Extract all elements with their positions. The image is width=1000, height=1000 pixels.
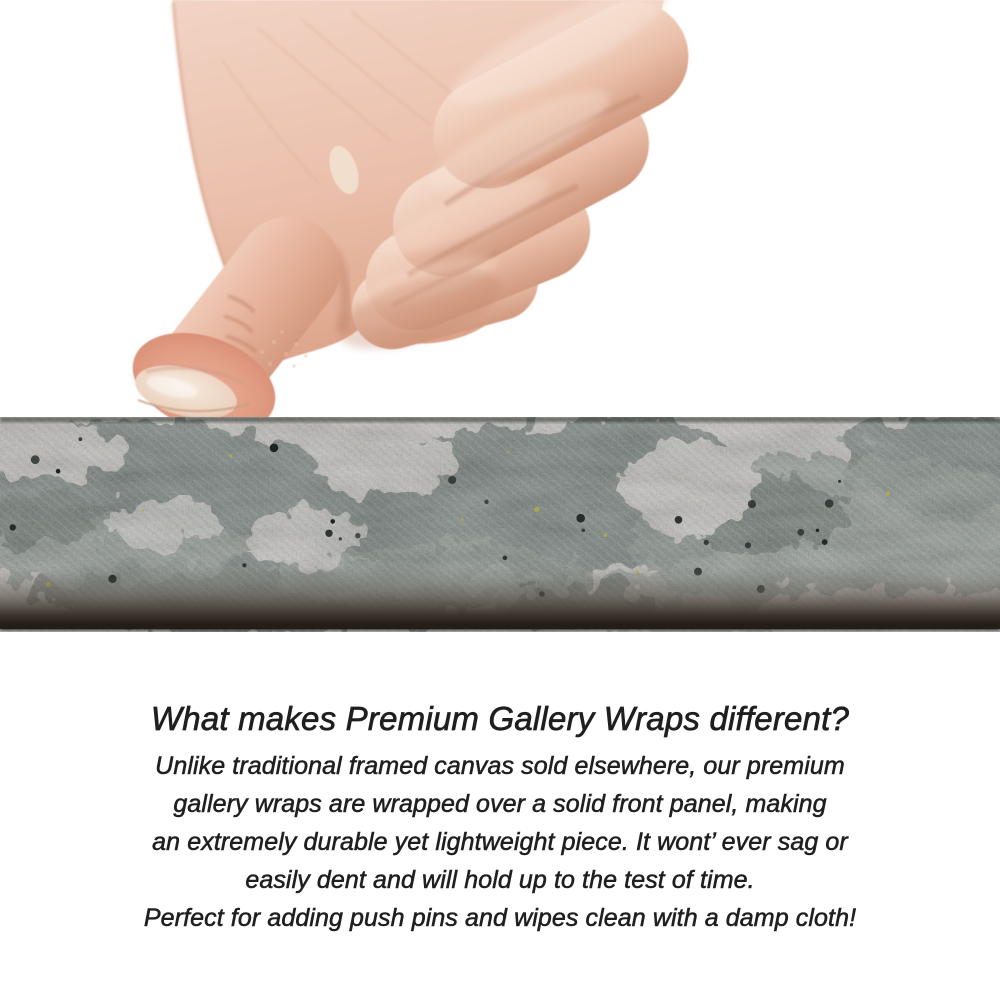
body-line-5: Perfect for adding push pins and wipes clean with a damp cloth! xyxy=(143,904,857,932)
strip-bottom-fold xyxy=(0,567,1000,629)
hand-pressing-photo xyxy=(0,0,1000,420)
copy-block xyxy=(0,700,1000,937)
body-line-4: easily dent and will hold up to the test of time. xyxy=(245,866,755,894)
body-line-2: gallery wraps are wrapped over a solid front panel, making xyxy=(173,790,827,818)
body-line-3: an extremely durable yet lightweight piece. It wont’ ever sag or xyxy=(152,828,848,856)
strip-top-edge xyxy=(0,417,1000,422)
hand-group xyxy=(119,0,708,420)
headline: What makes Premium Gallery Wraps different? xyxy=(150,700,850,737)
body-line-1: Unlike traditional framed canvas sold elsewhere, our premium xyxy=(155,752,845,780)
canvas-edge-strip xyxy=(0,417,1000,632)
strip-bottom-edge xyxy=(0,623,1000,630)
canvas-texture xyxy=(0,417,1000,632)
